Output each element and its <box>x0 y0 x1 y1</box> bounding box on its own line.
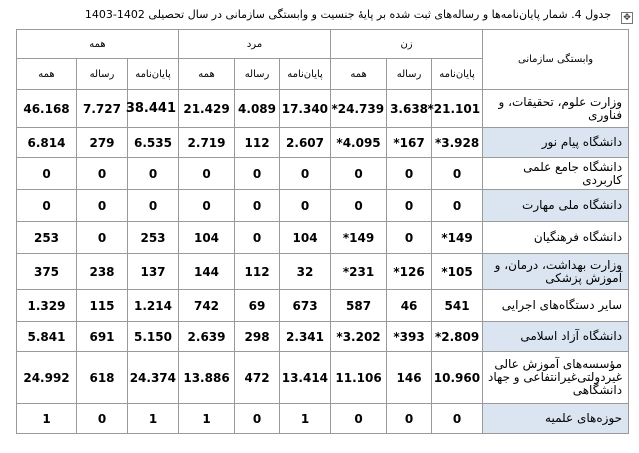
header-group-women: زن <box>331 30 483 59</box>
table-row <box>17 352 629 404</box>
table-cell: 0 <box>77 222 128 254</box>
table-cell: 149* <box>331 222 387 254</box>
table-cell: 5.841 <box>17 322 77 352</box>
table-cell: 1.329 <box>17 290 77 322</box>
table-cell: 0 <box>331 158 387 190</box>
header-group-all: همه <box>17 30 179 59</box>
table-cell: 13.886 <box>179 352 235 404</box>
table-cell: 3.638 <box>387 90 432 128</box>
table-cell: 253 <box>17 222 77 254</box>
table-cell: 167* <box>387 128 432 158</box>
table-cell: 10.960 <box>432 352 483 404</box>
table-cell: 21.101* <box>432 90 483 128</box>
row-org-label: وزارت بهداشت، درمان، و آموزش پزشکی <box>483 254 629 290</box>
row-org-label: حوزه‌های علمیه <box>483 404 629 434</box>
table-cell: 24.992 <box>17 352 77 404</box>
table-row <box>17 190 629 222</box>
table-row <box>17 128 629 158</box>
table-cell: 2.719 <box>179 128 235 158</box>
table-cell: 0 <box>387 222 432 254</box>
table-cell: 149* <box>432 222 483 254</box>
table-cell: 24.739* <box>331 90 387 128</box>
table-row <box>17 222 629 254</box>
row-org-label: مؤسسه‌های آموزش عالی غیردولتی‌غیرانتفاعی و جهاد دانشگاهی <box>483 352 629 404</box>
table-cell: 112 <box>235 254 280 290</box>
table-cell: 32 <box>280 254 331 290</box>
table-cell: 24.374 <box>128 352 179 404</box>
table-cell: 4.089 <box>235 90 280 128</box>
table-cell: 5.150 <box>128 322 179 352</box>
header-sub: همه <box>17 59 77 90</box>
table-cell: 691 <box>77 322 128 352</box>
table-row <box>17 322 629 352</box>
table-cell: 137 <box>128 254 179 290</box>
table-cell: 0 <box>280 190 331 222</box>
table-cell: 0 <box>387 404 432 434</box>
table-cell: 0 <box>77 190 128 222</box>
row-org-label: دانشگاه پیام نور <box>483 128 629 158</box>
table-cell: 104 <box>179 222 235 254</box>
move-cross-icon[interactable]: ✥ <box>621 12 633 24</box>
table-cell: 46.168 <box>17 90 77 128</box>
table-cell: 2.639 <box>179 322 235 352</box>
table-cell: 0 <box>235 190 280 222</box>
header-sub: پایان‌نامه <box>432 59 483 90</box>
table-cell: 0 <box>17 190 77 222</box>
table-row <box>17 404 629 434</box>
table-cell: 144 <box>179 254 235 290</box>
table-cell: 0 <box>432 158 483 190</box>
table-cell: 618 <box>77 352 128 404</box>
table-cell: 0 <box>77 404 128 434</box>
table-cell: 7.727 <box>77 90 128 128</box>
table-cell: 6.535 <box>128 128 179 158</box>
table-cell: 13.414 <box>280 352 331 404</box>
table-cell: 21.429 <box>179 90 235 128</box>
table-cell: 279 <box>77 128 128 158</box>
table-cell: 115 <box>77 290 128 322</box>
table-row <box>17 158 629 190</box>
table-cell: 2.341 <box>280 322 331 352</box>
table-cell: 472 <box>235 352 280 404</box>
header-sub: همه <box>179 59 235 90</box>
table-cell: 0 <box>179 158 235 190</box>
table-cell: 0 <box>387 158 432 190</box>
table-cell: 69 <box>235 290 280 322</box>
table-cell: 11.106 <box>331 352 387 404</box>
table-cell: 0 <box>128 158 179 190</box>
table-cell: 17.340 <box>280 90 331 128</box>
table-cell: 298 <box>235 322 280 352</box>
table-cell: 4.095* <box>331 128 387 158</box>
row-org-label: دانشگاه آزاد اسلامی <box>483 322 629 352</box>
header-sub: رساله <box>387 59 432 90</box>
table-cell: 253 <box>128 222 179 254</box>
table-row <box>17 290 629 322</box>
table-cell: 0 <box>387 190 432 222</box>
table-cell: 0 <box>331 404 387 434</box>
header-sub: پایان‌نامه <box>280 59 331 90</box>
row-org-label: دانشگاه جامع علمی کاربردی <box>483 158 629 190</box>
table-caption: جدول 4. شمار پایان‌نامه‌ها و رساله‌های ثبت شده بر پایهٔ جنسیت و وابستگی سازمانی در سال تحصیلی 1402-1403 <box>84 8 611 21</box>
table-cell: 1 <box>179 404 235 434</box>
header-sub: رساله <box>77 59 128 90</box>
header-group-men: مرد <box>179 30 331 59</box>
table-cell: 1.214 <box>128 290 179 322</box>
table-cell: 0 <box>235 222 280 254</box>
table-row <box>17 90 629 128</box>
table-cell: 742 <box>179 290 235 322</box>
row-org-label: دانشگاه فرهنگیان <box>483 222 629 254</box>
table-cell: 587 <box>331 290 387 322</box>
row-org-label: دانشگاه ملی مهارت <box>483 190 629 222</box>
table-cell: 0 <box>280 158 331 190</box>
table-cell: 6.814 <box>17 128 77 158</box>
table-cell: 2.809* <box>432 322 483 352</box>
table-cell: 1 <box>128 404 179 434</box>
row-org-label: سایر دستگاه‌های اجرایی <box>483 290 629 322</box>
table-cell: 38.441 <box>128 90 179 128</box>
row-org-label: وزارت علوم، تحقیقات، و فناوری <box>483 90 629 128</box>
table-cell: 3.928* <box>432 128 483 158</box>
table-cell: 1 <box>17 404 77 434</box>
table-cell: 0 <box>77 158 128 190</box>
header-sub: پایان‌نامه <box>128 59 179 90</box>
table-cell: 238 <box>77 254 128 290</box>
header-sub: همه <box>331 59 387 90</box>
header-org: وابستگی سازمانی <box>483 30 629 90</box>
table-cell: 2.607 <box>280 128 331 158</box>
table-cell: 231* <box>331 254 387 290</box>
table-cell: 105* <box>432 254 483 290</box>
table-cell: 541 <box>432 290 483 322</box>
table-cell: 3.202* <box>331 322 387 352</box>
header-sub: رساله <box>235 59 280 90</box>
table-cell: 126* <box>387 254 432 290</box>
table-cell: 112 <box>235 128 280 158</box>
table-row <box>17 254 629 290</box>
table-cell: 0 <box>432 404 483 434</box>
table-cell: 46 <box>387 290 432 322</box>
table-cell: 393* <box>387 322 432 352</box>
table-cell: 673 <box>280 290 331 322</box>
table-cell: 146 <box>387 352 432 404</box>
table-cell: 1 <box>280 404 331 434</box>
table-cell: 0 <box>235 158 280 190</box>
table-cell: 0 <box>17 158 77 190</box>
table-cell: 104 <box>280 222 331 254</box>
table-cell: 0 <box>179 190 235 222</box>
table-cell: 0 <box>331 190 387 222</box>
table-cell: 375 <box>17 254 77 290</box>
data-table <box>16 29 629 434</box>
table-cell: 0 <box>235 404 280 434</box>
table-cell: 0 <box>432 190 483 222</box>
table-cell: 0 <box>128 190 179 222</box>
